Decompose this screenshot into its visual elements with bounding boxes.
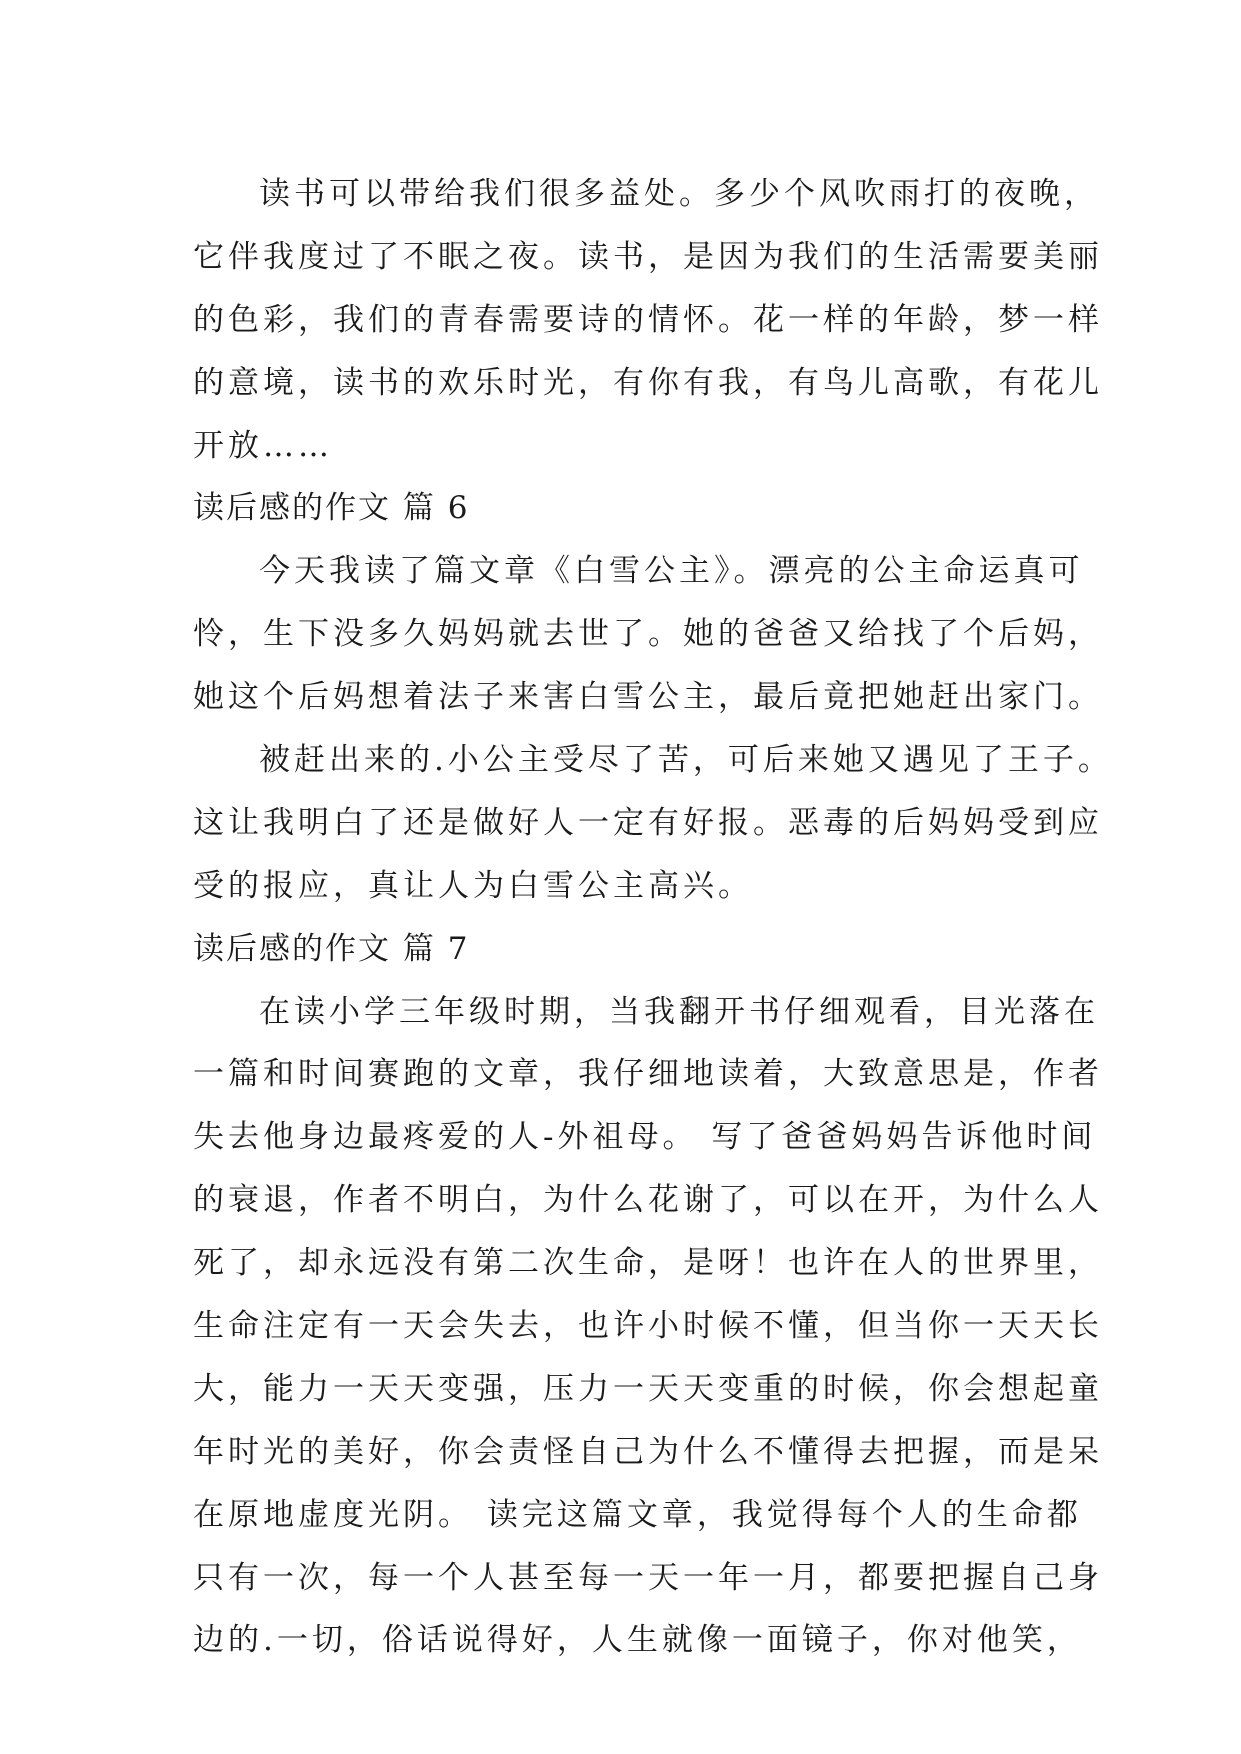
paragraph-line: 她这个后妈想着法子来害白雪公主，最后竟把她赶出家门。	[193, 679, 1103, 716]
paragraph-line: 一篇和时间赛跑的文章，我仔细地读着，大致意思是，作者	[193, 1056, 1103, 1093]
paragraph-line: 死了，却永远没有第二次生命，是呀！也许在人的世界里，	[193, 1245, 1103, 1282]
paragraph-line: 开放……	[193, 427, 333, 464]
paragraph-line: 怜，生下没多久妈妈就去世了。她的爸爸又给找了个后妈，	[193, 616, 1103, 653]
paragraph-line: 在读小学三年级时期，当我翻开书仔细观看，目光落在	[259, 993, 1099, 1030]
paragraph-line: 失去他身边最疼爱的人-外祖母。 写了爸爸妈妈告诉他时间	[193, 1119, 1097, 1156]
paragraph-line: 大，能力一天天变强，压力一天天变重的时候，你会想起童	[193, 1370, 1103, 1407]
paragraph-line: 今天我读了篇文章《白雪公主》。漂亮的公主命运真可	[259, 553, 1084, 590]
paragraph-line: 的衰退，作者不明白，为什么花谢了，可以在开，为什么人	[193, 1182, 1103, 1219]
paragraph-line: 它伴我度过了不眠之夜。读书，是因为我们的生活需要美丽	[193, 238, 1103, 275]
paragraph-line: 年时光的美好，你会责怪自己为什么不懂得去把握，而是呆	[193, 1433, 1103, 1470]
paragraph-line: 被赶出来的.小公主受尽了苦，可后来她又遇见了王子。	[259, 742, 1113, 779]
section-heading: 读后感的作文 篇 6	[193, 490, 470, 527]
paragraph-line: 的意境，读书的欢乐时光，有你有我，有鸟儿高歌，有花儿	[193, 364, 1103, 401]
paragraph-line: 只有一次，每一个人甚至每一天一年一月，都要把握自己身	[193, 1559, 1103, 1596]
paragraph-line: 在原地虚度光阴。 读完这篇文章，我觉得每个人的生命都	[193, 1496, 1082, 1533]
paragraph-line: 的色彩，我们的青春需要诗的情怀。花一样的年龄，梦一样	[193, 301, 1103, 338]
document-body	[193, 163, 1113, 1672]
paragraph-line: 读书可以带给我们很多益处。多少个风吹雨打的夜晚，	[259, 176, 1099, 212]
paragraph-line: 边的.一切，俗话说得好，人生就像一面镜子，你对他笑，	[193, 1622, 1082, 1659]
paragraph-line: 这让我明白了还是做好人一定有好报。恶毒的后妈妈受到应	[193, 804, 1103, 841]
section-heading: 读后感的作文 篇 7	[193, 930, 470, 967]
paragraph-line: 生命注定有一天会失去，也许小时候不懂，但当你一天天长	[193, 1308, 1103, 1345]
paragraph-line: 受的报应，真让人为白雪公主高兴。	[193, 867, 753, 904]
